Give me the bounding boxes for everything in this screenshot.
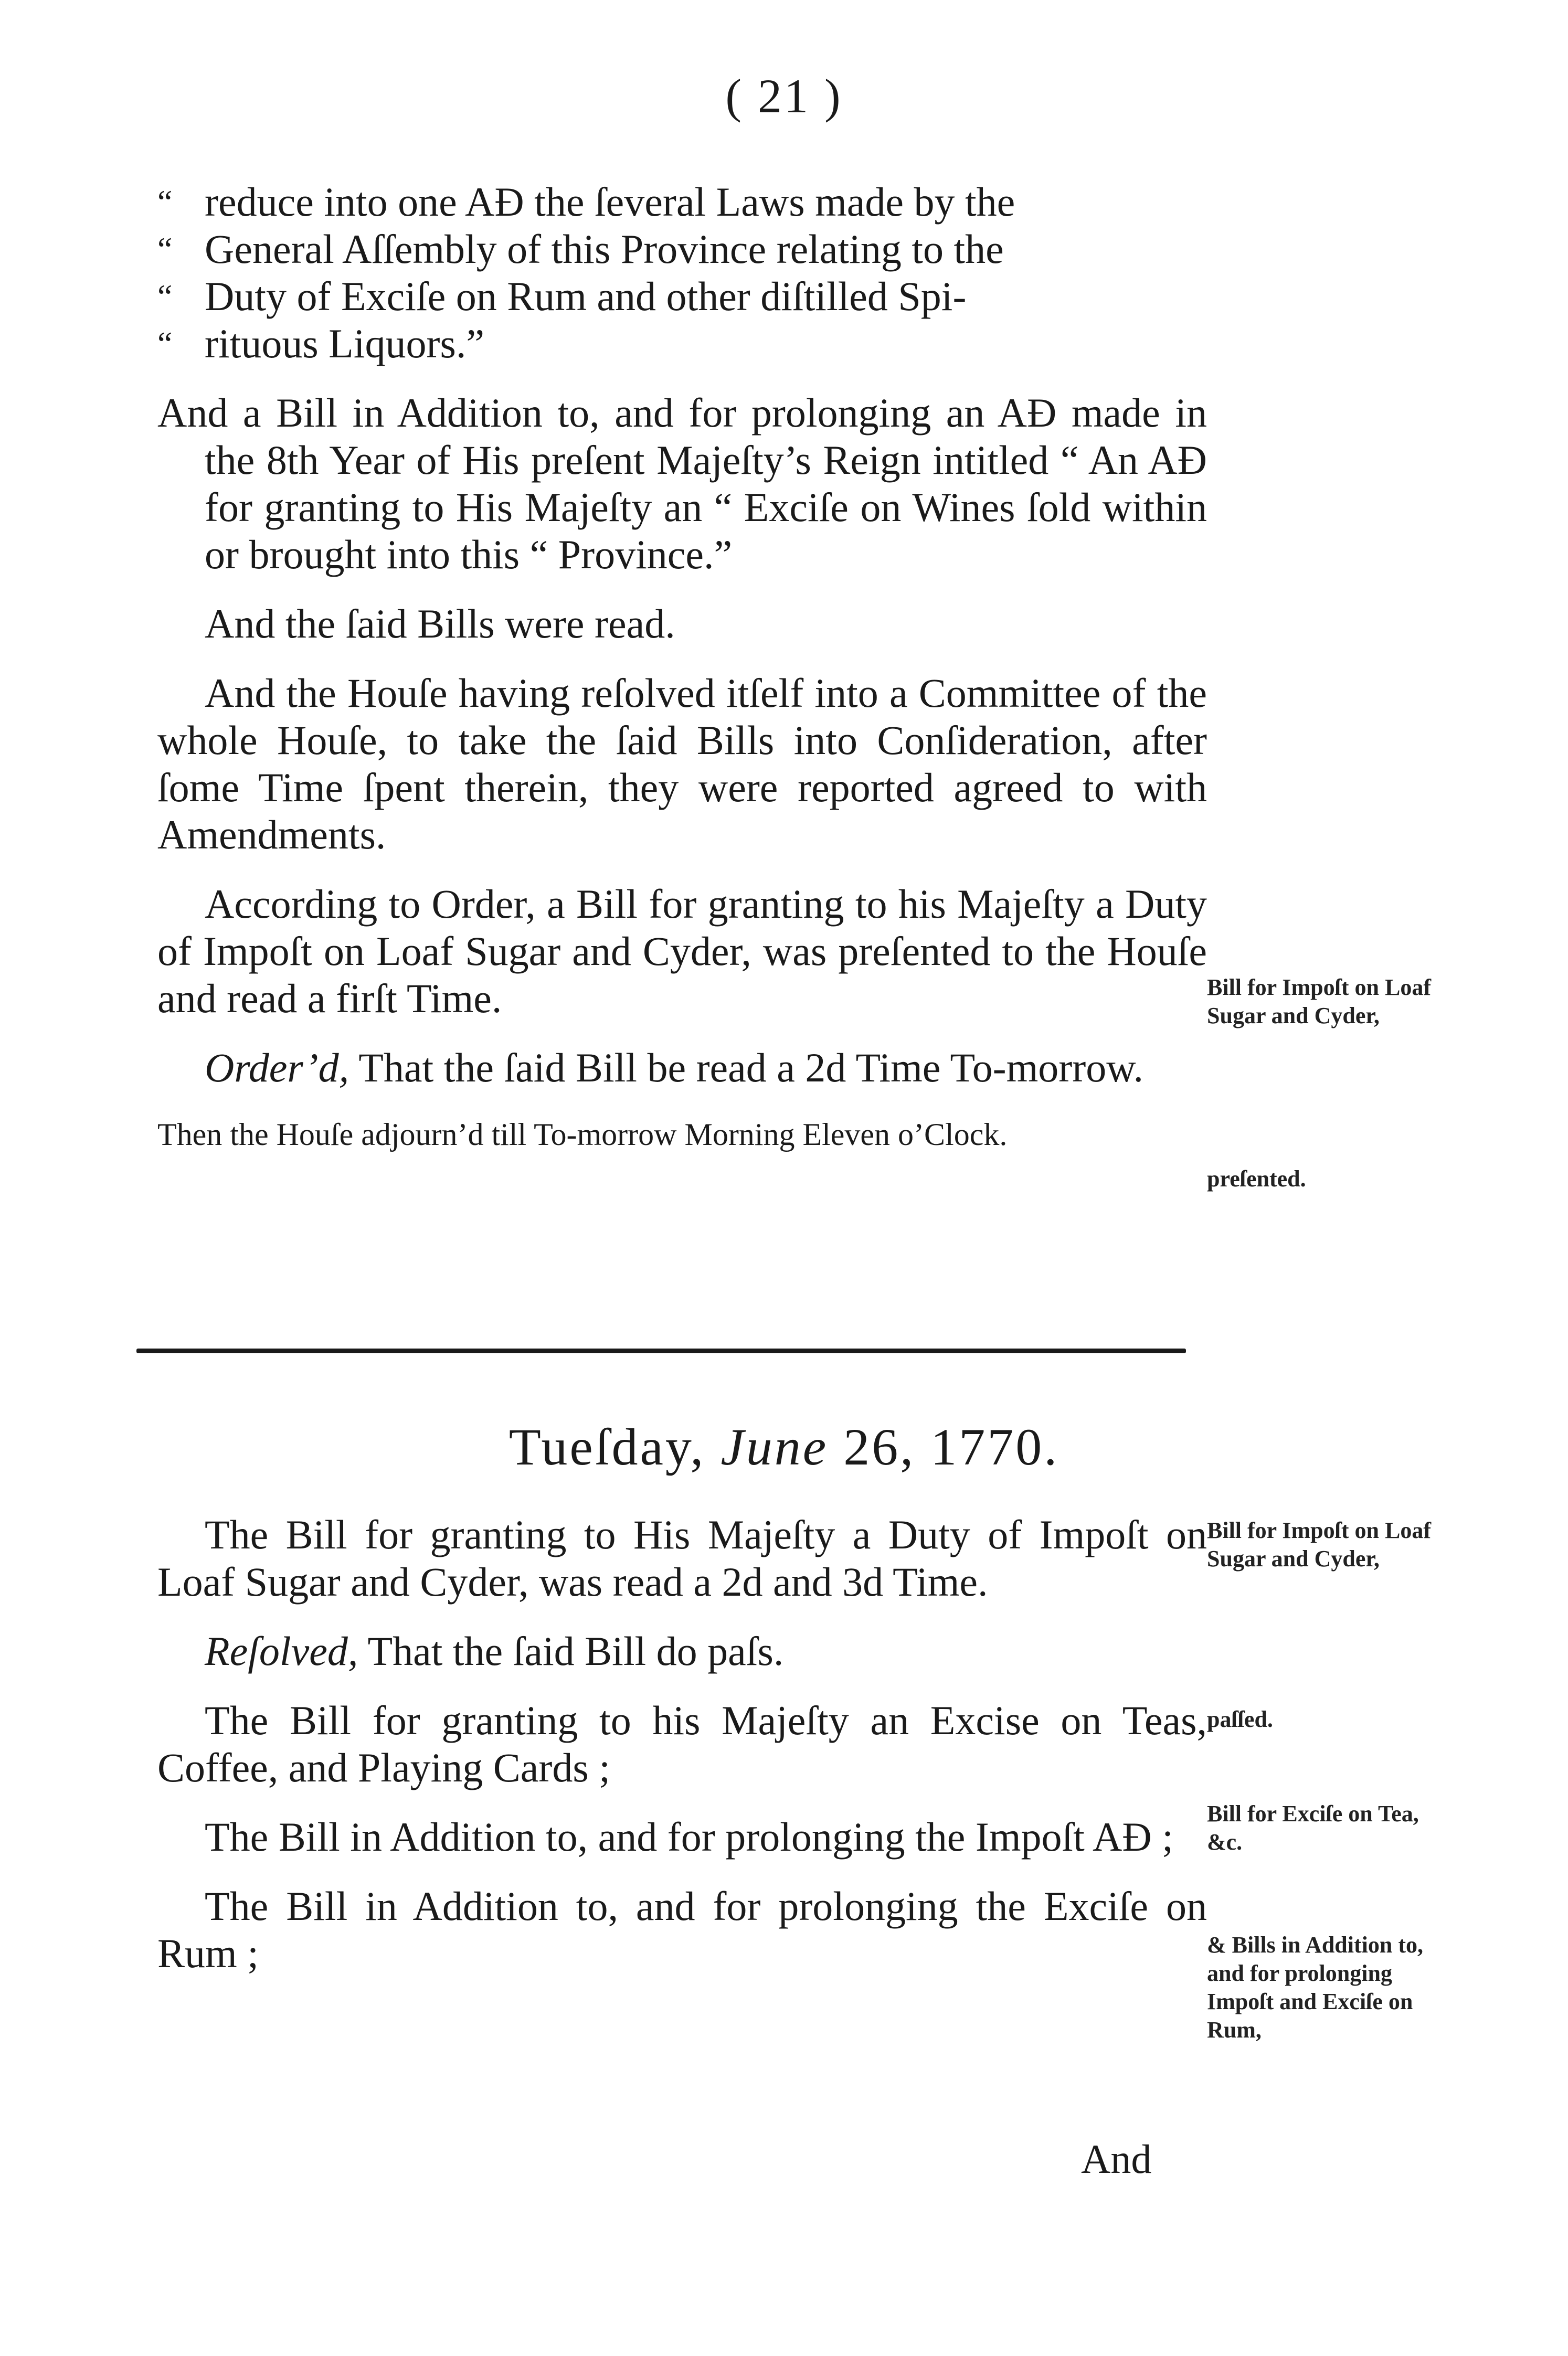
resolved-lead: Reſolved, <box>205 1628 358 1674</box>
margin-note-bills-addition: & Bills in Addition to, and for prolonging Impoſt and Exciſe on Rum, <box>1207 1932 1424 2043</box>
date-heading-day: Tueſday, <box>508 1418 721 1476</box>
section-divider-rule <box>136 1349 1186 1353</box>
quote-line-text: General Aſſembly of this Province relating to the <box>205 226 1004 272</box>
margin-note-passed: paſſed. <box>1207 1706 1273 1732</box>
paragraph-impost-act: The Bill in Addition to, and for prolonging the Impoſt AƉ ; <box>205 1814 1173 1860</box>
quote-line-text: Duty of Exciſe on Rum and other diſtilled Spi- <box>205 273 967 319</box>
page-number: ( 21 ) <box>725 69 843 123</box>
paragraph-excise-teas: The Bill for granting to his Majeſty an Excise on Teas, Coffee, and Playing Cards ; <box>157 1697 1207 1790</box>
section-two-text <box>157 1511 1207 1999</box>
paragraph-bills-read: And the ſaid Bills were read. <box>205 601 675 646</box>
paragraph-adjourn: Then the Houſe adjourn’d till To-morrow Morning Eleven o’Clock. <box>157 1117 1008 1152</box>
resolved-rest: That the ſaid Bill do paſs. <box>358 1628 784 1674</box>
quote-line-text: reduce into one AƉ the ſeveral Laws made by the <box>205 179 1015 225</box>
quote-mark: “ <box>157 183 173 220</box>
margin-note-impost-presented: Bill for Impoſt on Loaf Sugar and Cyder, <box>1207 974 1432 1028</box>
quote-mark: “ <box>157 325 173 362</box>
paragraph-bill-addition: And a Bill in Addition to, and for prolonging an AƉ made in the 8th Year of His preſent Majeſty’s Reign intitled “ An AƉ for granting to His Majeſty an “ Exciſe on Wines ſold within or brought into this “ Province.” <box>157 390 1207 577</box>
paragraph-excise-rum: The Bill in Addition to, and for prolonging the Exciſe on Rum ; <box>157 1883 1207 1976</box>
paragraph-committee: And the Houſe having reſolved itſelf into a Committee of the whole Houſe, to take the ſaid Bills into Conſideration, after ſome Time ſpent therein, they were reported agreed to with Amendments. <box>157 670 1207 857</box>
date-heading <box>0 1417 1568 1477</box>
quote-line <box>157 226 1207 273</box>
quote-mark: “ <box>157 230 173 268</box>
quote-mark: “ <box>157 278 173 315</box>
catchword: And <box>1081 2136 1152 2182</box>
quoted-title-block <box>157 178 1207 367</box>
margin-note-impost-read: Bill for Impoſt on Loaf Sugar and Cyder, <box>1207 1517 1432 1572</box>
paragraph-ordered <box>157 1044 1207 1091</box>
date-heading-rest: 26, 1770. <box>828 1418 1060 1476</box>
ordered-lead: Order’d, <box>205 1045 349 1090</box>
quote-line-text: rituous Liquors.” <box>205 321 484 366</box>
date-heading-month: June <box>721 1418 829 1476</box>
ordered-rest: That the ſaid Bill be read a 2d Time To-morrow. <box>349 1045 1144 1090</box>
margin-note-presented: preſented. <box>1207 1166 1306 1192</box>
paragraph-order: According to Order, a Bill for granting to his Majeſty a Duty of Impoſt on Loaf Sugar and Cyder, was preſented to the Houſe and read a firſt Time. <box>157 881 1207 1021</box>
quote-line <box>157 320 1207 367</box>
quote-line <box>157 178 1207 226</box>
margin-note-excise-tea: Bill for Exciſe on Tea, &c. <box>1207 1801 1419 1855</box>
paragraph-resolved <box>157 1628 1207 1675</box>
quote-line <box>157 273 1207 320</box>
paragraph-impost-read: The Bill for granting to His Majeſty a Duty of Impoſt on Loaf Sugar and Cyder, was read a 2d and 3d Time. <box>157 1512 1207 1605</box>
main-text-column <box>157 178 1207 1177</box>
